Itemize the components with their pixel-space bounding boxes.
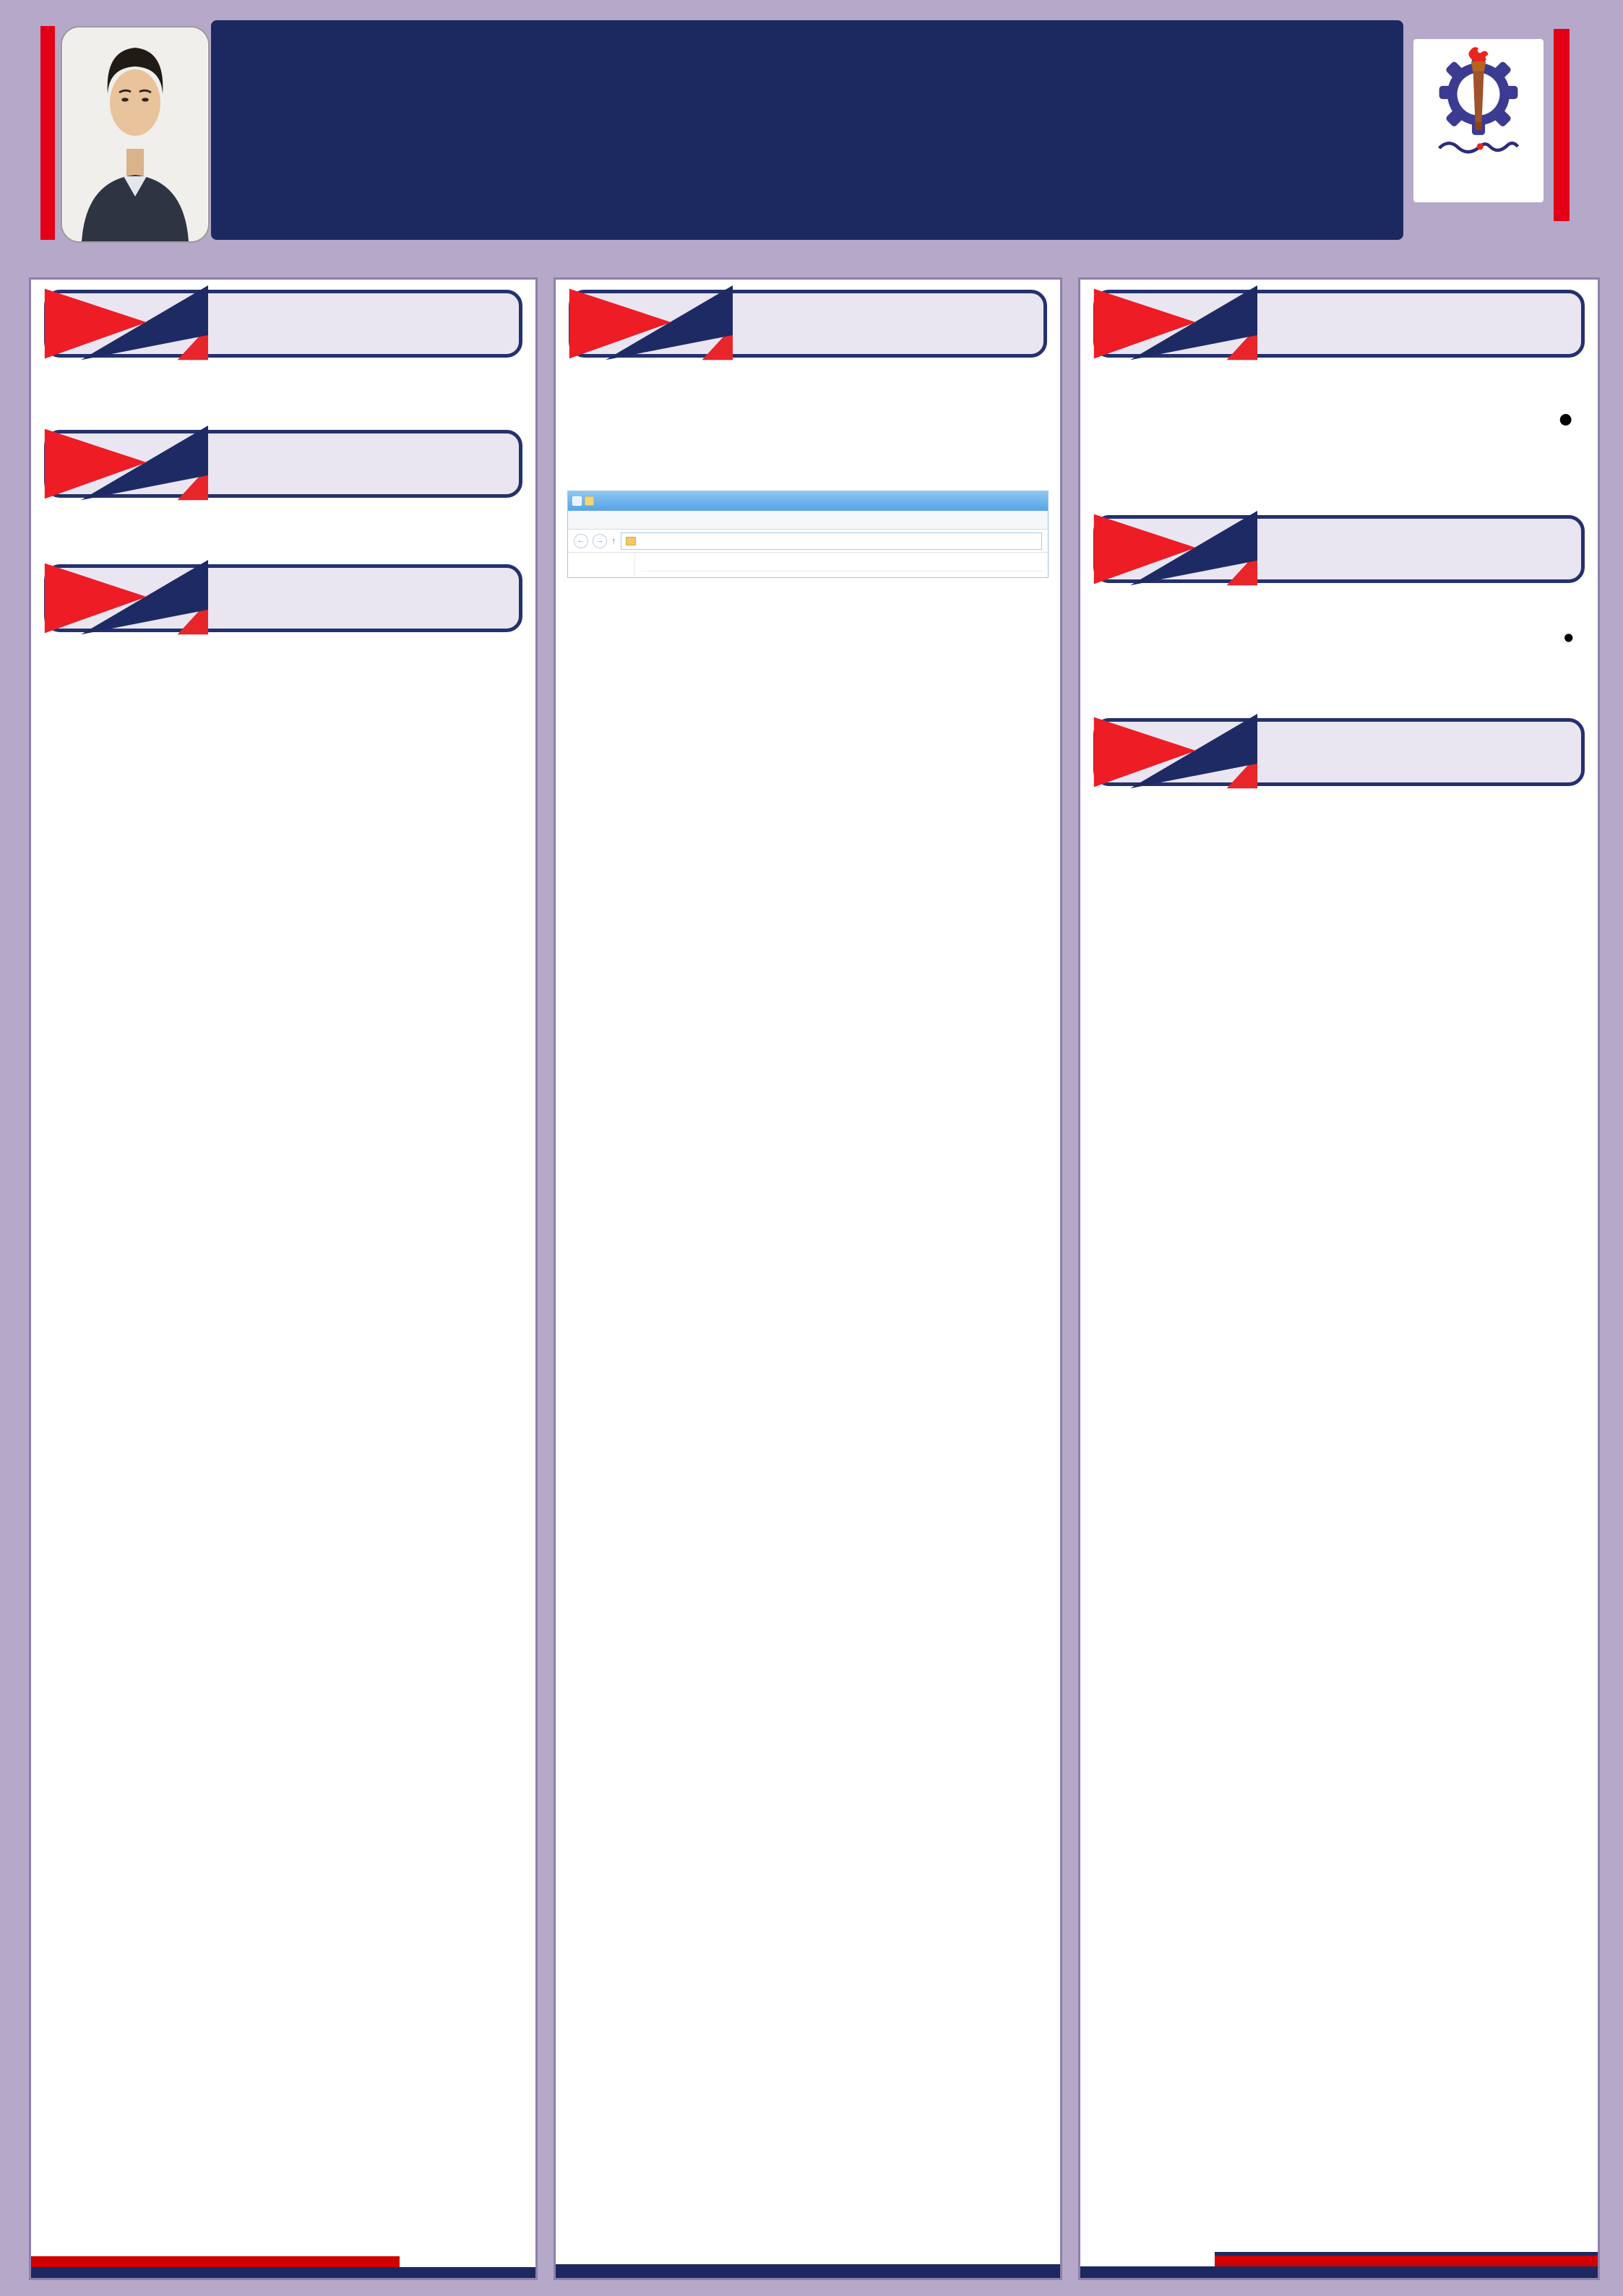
section-header-achievements	[44, 564, 522, 632]
university-emblem-icon	[1424, 43, 1533, 166]
explorer-reflection	[570, 578, 1046, 647]
file-list-header[interactable]	[641, 554, 1043, 571]
section-flag-icon	[40, 422, 208, 506]
section-flag-icon	[40, 282, 208, 366]
company-name-line: •	[1555, 402, 1576, 440]
explorer-address-bar	[568, 530, 1048, 553]
torch-flame	[1468, 47, 1488, 62]
internship-summary: •	[1561, 624, 1576, 652]
university-logo	[1413, 39, 1544, 202]
section-flag-icon	[40, 556, 208, 640]
poster-title-banner	[211, 20, 1403, 240]
section-header-process	[1093, 718, 1585, 786]
right-red-accent-bar	[1554, 29, 1570, 221]
section-header-challenges	[44, 430, 522, 498]
explorer-ribbon-tabs	[568, 511, 1048, 530]
section-flag-icon	[1090, 282, 1257, 366]
left-red-accent-bar	[40, 26, 55, 240]
file-explorer-window	[567, 491, 1049, 578]
bottom-navy-bar	[1080, 2266, 1598, 2278]
bottom-navy-bar	[556, 2264, 1060, 2278]
forward-button[interactable]: →	[593, 534, 607, 548]
bottom-red-bar	[31, 2256, 400, 2267]
section-header-activities	[44, 290, 522, 358]
wbs-table-reflection	[570, 391, 1046, 444]
up-button[interactable]: ↑	[611, 535, 616, 546]
section-header-summary	[1093, 515, 1585, 583]
explorer-file-area	[635, 553, 1048, 577]
bottom-red-bar	[1215, 2256, 1598, 2266]
explorer-sidebar	[568, 553, 635, 577]
explorer-title-bar[interactable]	[568, 491, 1048, 511]
column-internship-intro	[1078, 277, 1600, 2280]
column-activities	[29, 277, 538, 2280]
company-intro	[1080, 397, 1598, 446]
section-flag-icon	[565, 282, 733, 366]
student-photo	[61, 26, 210, 243]
section-flag-icon	[1090, 507, 1257, 591]
section-flag-icon	[1090, 710, 1257, 794]
file-icon	[572, 496, 582, 506]
breadcrumb[interactable]	[621, 532, 1043, 550]
folder-icon	[585, 496, 594, 506]
quick-access-toolbar[interactable]	[572, 496, 594, 506]
bottom-navy-bar	[31, 2267, 535, 2278]
back-button[interactable]: ←	[574, 534, 588, 548]
column-process-continued	[554, 277, 1062, 2280]
folder-icon	[626, 537, 636, 545]
section-header-company	[1093, 290, 1585, 358]
student-portrait-illustration	[62, 27, 208, 241]
avatar-face	[110, 69, 160, 136]
section-header-process-continued	[569, 290, 1047, 358]
